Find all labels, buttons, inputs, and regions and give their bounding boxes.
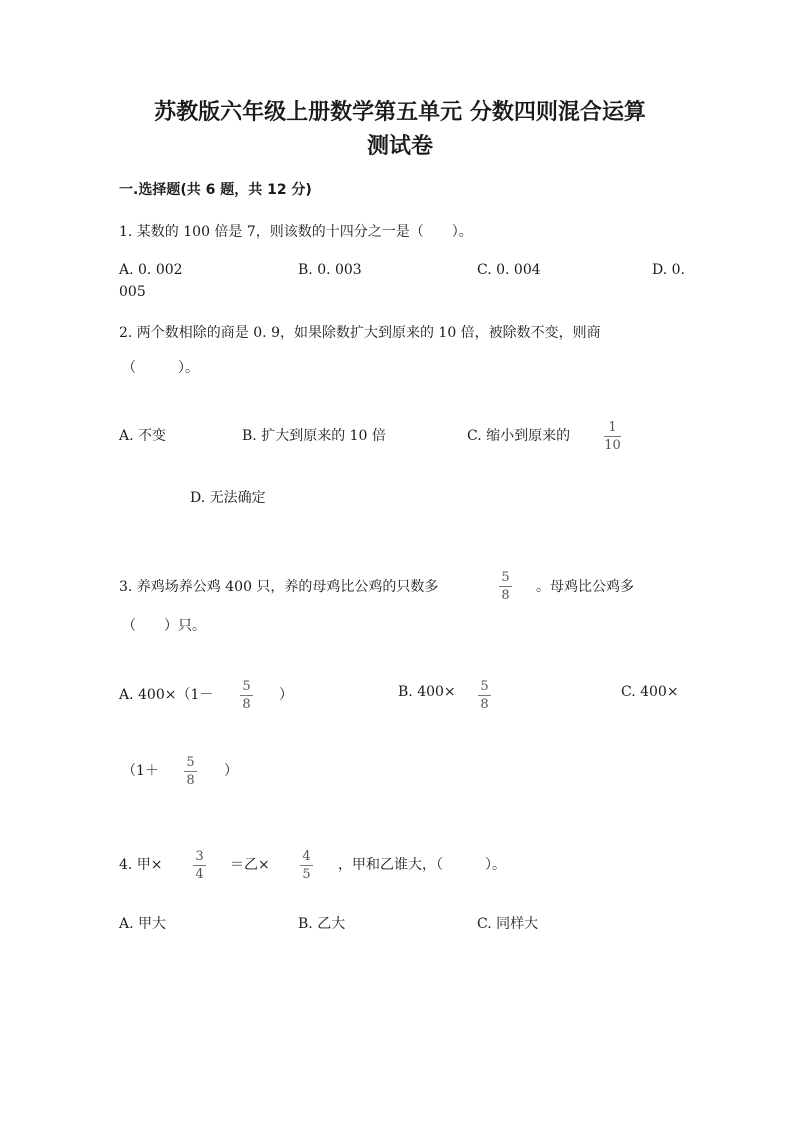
- question-stem-line2: （ ）只。: [122, 618, 206, 634]
- fraction: [300, 849, 313, 882]
- option-a: A. 400×（1－: [119, 687, 214, 703]
- fraction-numerator: 5: [186, 755, 195, 770]
- option-c: C. 缩小到原来的: [467, 428, 571, 444]
- fraction: [193, 849, 206, 882]
- fraction-bar: [193, 865, 206, 866]
- fraction-bar: [499, 586, 512, 587]
- page-title-line2: 测试卷: [366, 134, 433, 159]
- question-stem: 2. 两个数相除的商是 0. 9，如果除数扩大到原来的 10 倍，被除数不变，则商: [119, 325, 601, 341]
- option-c-continued: （1＋: [122, 763, 159, 779]
- fraction-denominator: 8: [501, 588, 510, 603]
- question-stem-line2: （ ）。: [122, 360, 199, 376]
- fraction-bar: [240, 695, 253, 696]
- option-a: A. 0. 002: [119, 262, 183, 278]
- option-d: D. 无法确定: [190, 490, 266, 506]
- fraction-bar: [184, 771, 197, 772]
- option-a: A. 甲大: [119, 916, 167, 932]
- fraction: [478, 679, 491, 712]
- fraction-denominator: 5: [302, 867, 311, 882]
- fraction-numerator: 5: [501, 570, 510, 585]
- fraction-bar: [478, 695, 491, 696]
- option-b: B. 扩大到原来的 10 倍: [242, 428, 386, 444]
- page-title: 苏教版六年级上册数学第五单元 分数四则混合运算: [154, 100, 646, 125]
- option-a: A. 不变: [119, 428, 167, 444]
- option-c: C. 400×: [621, 684, 679, 700]
- question-stem-mid: ＝乙×: [230, 857, 270, 873]
- option-c: C. 0. 004: [477, 262, 541, 278]
- section-heading: 一.选择题(共 6 题，共 12 分): [119, 182, 312, 198]
- option-d: D. 0.: [652, 262, 685, 278]
- fraction-numerator: 5: [480, 679, 489, 694]
- fraction-numerator: 1: [608, 420, 617, 435]
- fraction-denominator: 10: [604, 438, 621, 453]
- option-a-close: ）: [279, 687, 293, 703]
- option-b: B. 0. 003: [298, 262, 362, 278]
- question-stem: 4. 甲×: [119, 857, 163, 873]
- fraction-denominator: 8: [186, 773, 195, 788]
- fraction-bar: [300, 865, 313, 866]
- fraction: [240, 679, 253, 712]
- fraction-denominator: 8: [242, 697, 251, 712]
- fraction-denominator: 8: [480, 697, 489, 712]
- option-d-continued: 005: [119, 284, 146, 300]
- question-stem-end: ，甲和乙谁大，（ ）。: [338, 857, 506, 873]
- option-b: B. 乙大: [298, 916, 346, 932]
- option-c: C. 同样大: [477, 916, 539, 932]
- fraction: [184, 755, 197, 788]
- fraction-denominator: 4: [195, 867, 204, 882]
- fraction-numerator: 5: [242, 679, 251, 694]
- option-b: B. 400×: [398, 684, 456, 700]
- question-stem: 3. 养鸡场养公鸡 400 只，养的母鸡比公鸡的只数多: [119, 579, 439, 595]
- fraction: [604, 420, 621, 453]
- fraction-numerator: 4: [302, 849, 311, 864]
- option-c-close: ）: [224, 763, 238, 779]
- question-stem: 1. 某数的 100 倍是 7，则该数的十四分之一是（ ）。: [119, 224, 473, 240]
- fraction: [499, 570, 512, 603]
- fraction-numerator: 3: [195, 849, 204, 864]
- fraction-bar: [604, 436, 621, 437]
- question-stem-cont: 。母鸡比公鸡多: [536, 579, 634, 595]
